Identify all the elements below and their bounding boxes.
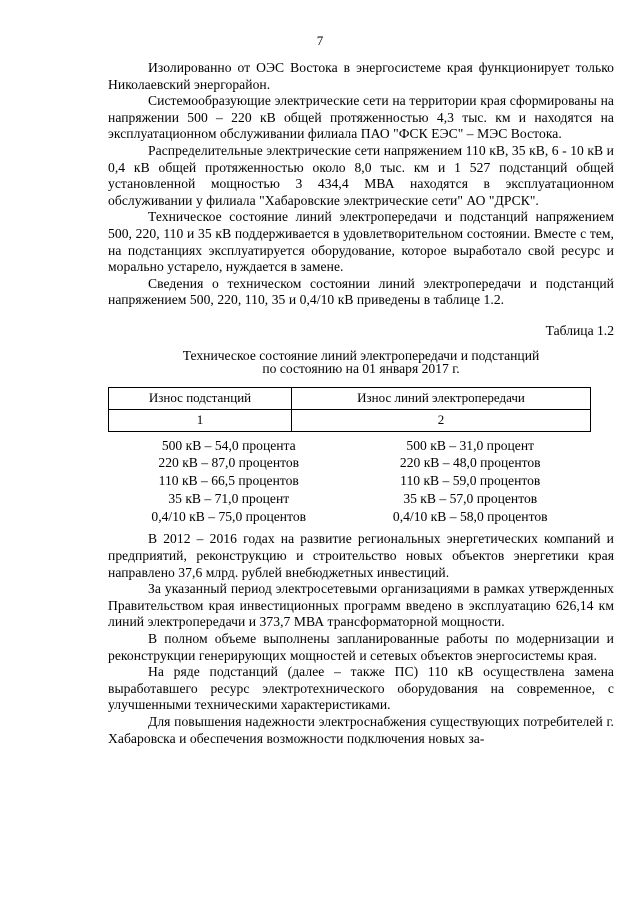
paragraph: Для повышения надежности электроснабжения существующих потребителей г. Хабаровска и обеспечения возможности подключения новых за- [108, 714, 614, 746]
table-cell: 500 кВ – 54,0 процента [161, 437, 296, 453]
table-title-line: Техническое состояние линий электропередачи и подстанций [182, 347, 540, 363]
table-cell: 35 кВ – 71,0 процент [168, 490, 290, 506]
header-lines: Износ линий электропередачи [292, 387, 591, 409]
document-body [108, 60, 614, 747]
table-cell: 110 кВ – 59,0 процентов [400, 473, 541, 489]
table-cell: 0,4/10 кВ – 58,0 процентов [392, 508, 548, 524]
table-cell: 220 кВ – 87,0 процентов [158, 455, 300, 471]
table-cell: 35 кВ – 57,0 процентов [403, 490, 538, 506]
lines-column [350, 437, 592, 526]
substations-column [108, 437, 350, 526]
table-values [108, 437, 591, 526]
column-number: 1 [109, 409, 292, 431]
table-number-row [109, 409, 591, 431]
paragraph: Сведения о техническом состоянии линий электропередачи и подстанций напряжением 500, 220, 110, 35 и 0,4/10 кВ приведены в таблице 1.2. [108, 275, 614, 308]
table-cell: 220 кВ – 48,0 процентов [399, 455, 541, 471]
paragraph: За указанный период электросетевыми организациями в рамках утвержденных Правительством края инвестиционных программ введено в эксплуатацию 626,14 км линий электропередачи и 373,7 МВА трансформаторной мощности. [108, 581, 614, 630]
paragraph: Распределительные электрические сети напряжением 110 кВ, 35 кВ, 6 - 10 кВ и 0,4 кВ общей протяженностью около 8,0 тыс. км и 1 527 подстанций общей установленной мощностью 3 434,4 МВА находятся в эксплуатационном обслуживании у филиала "Хабаровские электрические сети" АО "ДРСК". [108, 142, 614, 208]
paragraph: На ряде подстанций (далее – также ПС) 110 кВ осуществлена замена выработавшего ресурс электротехнического оборудования на современное, с улучшенными техническими характеристиками. [108, 664, 614, 713]
table-label: Таблица 1.2 [545, 322, 614, 338]
wear-table [108, 387, 591, 432]
paragraph: Системообразующие электрические сети на территории края сформированы на напряжении 500 – 220 кВ общей протяженностью 4,3 тыс. км и находятся на эксплуатационном обслуживании филиала ПАО "ФСК ЕЭС" – МЭС Востока. [108, 93, 614, 142]
header-substations: Износ подстанций [109, 387, 292, 409]
table-cell: 110 кВ – 66,5 процентов [158, 473, 299, 489]
table-cell: 500 кВ – 31,0 процент [406, 437, 535, 453]
table-title [108, 349, 614, 375]
table-cell: 0,4/10 кВ – 75,0 процентов [151, 508, 307, 524]
paragraph: В полном объеме выполнены запланированные работы по модернизации и реконструкции генерирующих мощностей и сетевых объектов энергосистемы края. [108, 631, 614, 663]
column-number: 2 [292, 409, 591, 431]
table-title-line: по состоянию на 01 января 2017 г. [262, 360, 460, 376]
paragraph: В 2012 – 2016 годах на развитие региональных энергетических компаний и предприятий, реконструкцию и строительство новых объектов энергетики края направлено 37,6 млрд. рублей внебюджетных инвестиций. [108, 531, 614, 580]
page-number: 7 [316, 33, 324, 48]
table-header-row [109, 387, 591, 409]
paragraph: Техническое состояние линий электропередачи и подстанций напряжением 500, 220, 110 и 35 кВ поддерживается в удовлетворительном состоянии. Вместе с тем, на подстанциях эксплуатируется оборудование, которое выработало свой ресурс и морально устарело, нуждается в замене. [108, 209, 614, 275]
paragraph: Изолированно от ОЭС Востока в энергосистеме края функционирует только Николаевский энергорайон. [108, 60, 614, 92]
